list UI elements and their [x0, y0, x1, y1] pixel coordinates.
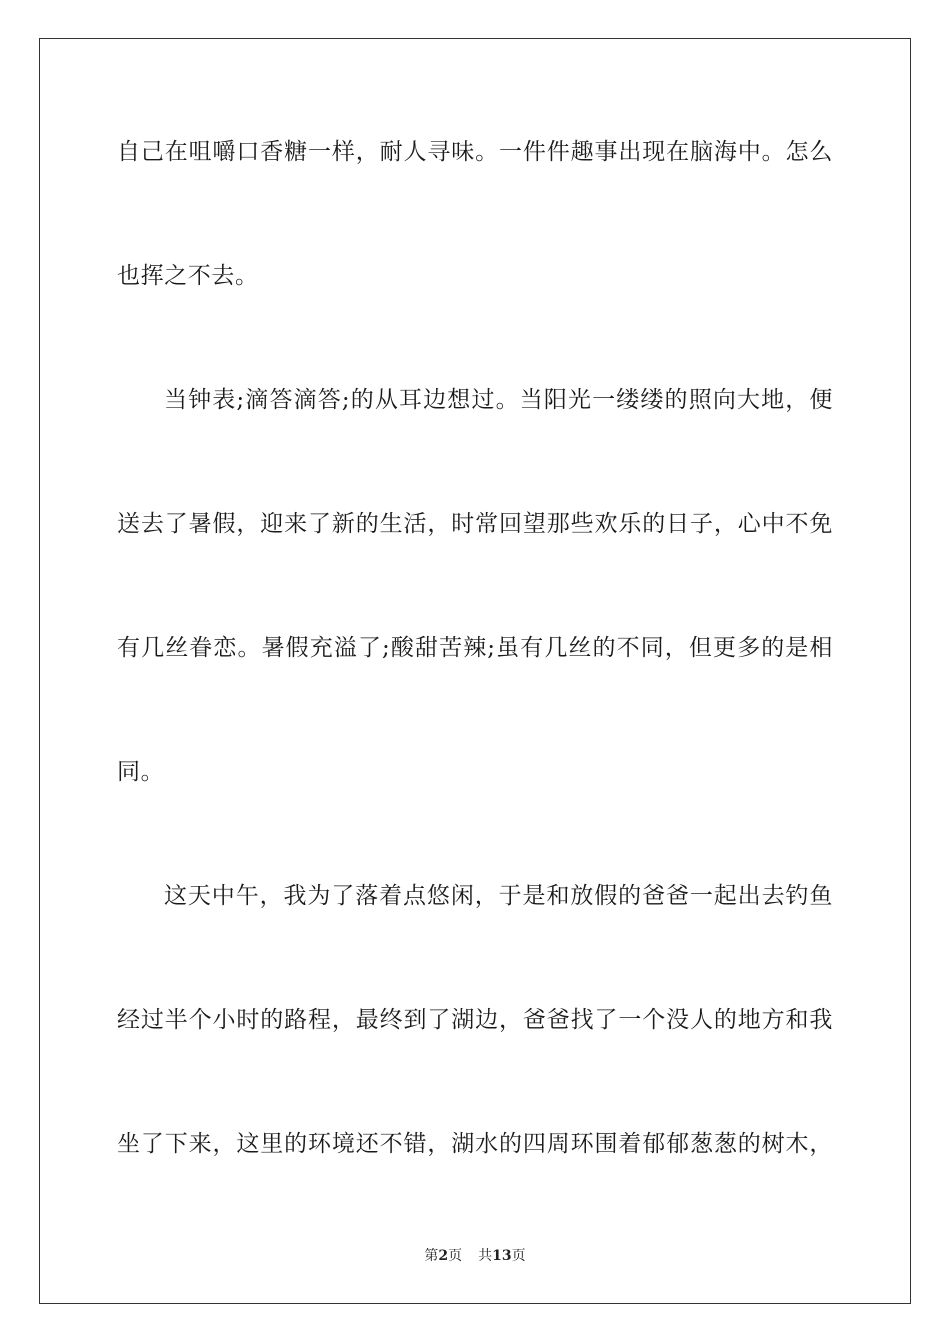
- text-line-6: 同。: [117, 759, 165, 785]
- text-line-2: 也挥之不去。: [117, 263, 259, 289]
- page-footer: [0, 1246, 950, 1266]
- text-line-4: 送去了暑假，迎来了新的生活，时常回望那些欢乐的日子，心中不免: [117, 511, 833, 537]
- text-line-8: 经过半个小时的路程，最终到了湖边，爸爸找了一个没人的地方和我: [117, 1007, 833, 1033]
- page-suffix: 页: [448, 1248, 463, 1264]
- total-prefix: 共: [478, 1248, 493, 1264]
- page-number: 2: [438, 1248, 449, 1264]
- total-pages: 13: [492, 1248, 512, 1264]
- text-line-9: 坐了下来，这里的环境还不错，湖水的四周环围着郁郁葱葱的树木，: [117, 1131, 833, 1157]
- text-line-1: 自己在咀嚼口香糖一样，耐人寻味。一件件趣事出现在脑海中。怎么: [117, 139, 833, 165]
- page-prefix: 第: [424, 1248, 439, 1264]
- text-line-7: 这天中午，我为了落着点悠闲，于是和放假的爸爸一起出去钓鱼: [164, 883, 833, 909]
- total-suffix: 页: [511, 1248, 526, 1264]
- page-border: [39, 38, 911, 1304]
- text-line-5: 有几丝眷恋。暑假充溢了;酸甜苦辣;虽有几丝的不同，但更多的是相: [117, 635, 833, 661]
- text-line-3: 当钟表;滴答滴答;的从耳边想过。当阳光一缕缕的照向大地，便: [164, 387, 833, 413]
